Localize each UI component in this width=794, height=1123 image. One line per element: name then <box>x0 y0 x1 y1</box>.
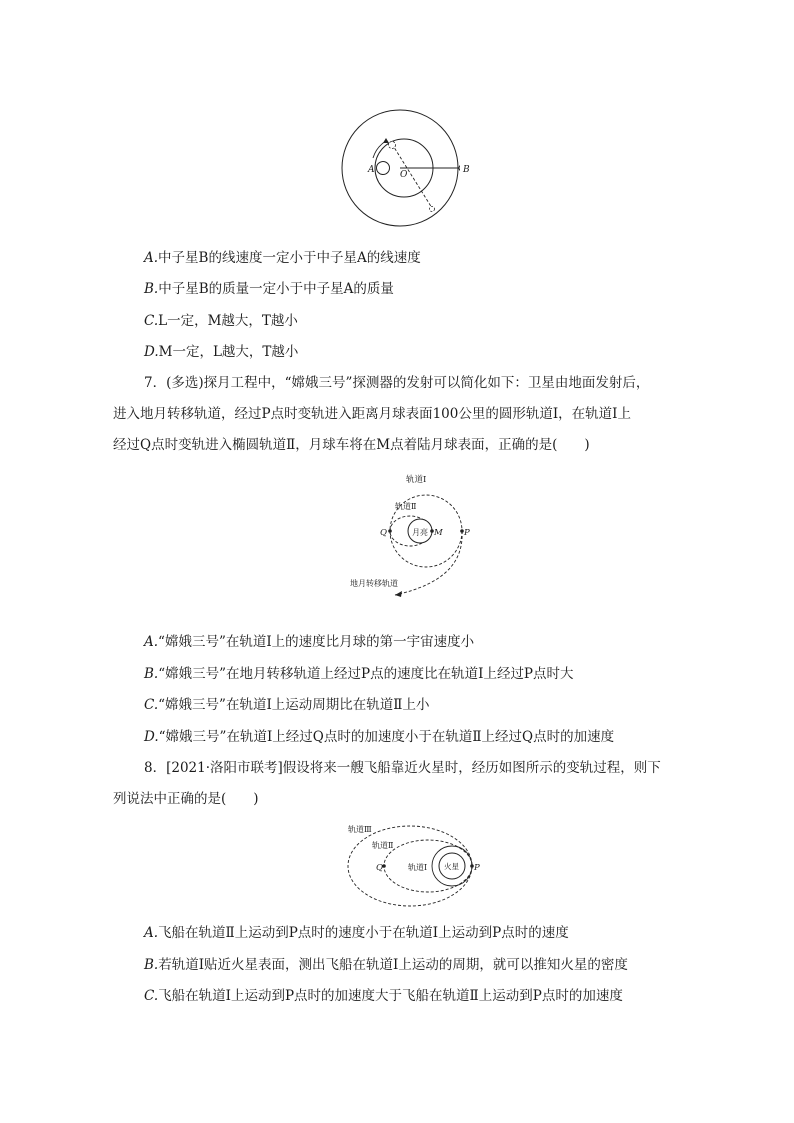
option-text: 若轨道Ⅰ贴近火星表面，测出飞船在轨道Ⅰ上运动的周期，就可以推知火星的密度 <box>158 957 628 973</box>
transfer-orbit-label: 地月转移轨道 <box>350 579 398 588</box>
point-q <box>388 529 392 533</box>
option-text: L一定，M越大，T越小 <box>158 313 298 329</box>
option-letter: D. <box>144 729 159 745</box>
option-text: 飞船在轨道Ⅱ上运动到P点时的速度小于在轨道Ⅰ上运动到P点时的速度 <box>158 925 569 941</box>
option-letter: C. <box>144 697 159 713</box>
orbit-2-label: 轨道Ⅱ <box>372 841 394 850</box>
option-letter: D. <box>144 344 159 360</box>
q6-option-a <box>144 248 421 268</box>
q8-option-b <box>144 955 628 975</box>
option-text: “嫦娥三号”在轨道Ⅰ上运动周期比在轨道Ⅱ上小 <box>158 697 430 713</box>
q7-stem-line2: 进入地月转移轨道，经过P点时变轨进入距离月球表面100公里的圆形轨道Ⅰ，在轨道Ⅰ上 <box>113 406 632 422</box>
dashed-position-bottom <box>430 207 435 212</box>
option-text: 中子星B的线速度一定小于中子星A的线速度 <box>158 250 421 266</box>
rotation-arrow <box>373 141 386 158</box>
option-letter: C. <box>144 313 159 329</box>
q6-option-c <box>144 311 298 331</box>
option-letter: A. <box>144 925 159 941</box>
binary-star-figure <box>340 108 460 228</box>
transfer-orbit-path <box>395 531 462 595</box>
moon-label: 月亮 <box>412 528 428 537</box>
option-text: M一定，L越大，T越小 <box>158 344 299 360</box>
option-letter: B. <box>144 666 159 682</box>
q8-option-a <box>144 923 569 943</box>
option-letter: A. <box>144 634 159 650</box>
q6-option-d <box>144 342 298 362</box>
q7-stem-line3: 经过Q点时变轨进入椭圆轨道Ⅱ，月球车将在M点着陆月球表面，正确的是( ) <box>113 437 590 453</box>
p-label: P <box>474 863 480 873</box>
label-a: A <box>368 165 375 175</box>
q7-option-a <box>144 632 474 652</box>
moon-orbit-figure <box>340 470 490 620</box>
q8-option-c <box>144 986 623 1006</box>
label-b-holder <box>462 160 476 176</box>
orbit-1-label: 轨道Ⅰ <box>408 863 428 872</box>
option-text: “嫦娥三号”在地月转移轨道上经过P点的速度比在轨道Ⅰ上经过P点时大 <box>158 666 574 682</box>
option-letter: C. <box>144 988 159 1004</box>
q8-stem-line1: 8．[2021·洛阳市联考]假设将来一艘飞船靠近火星时，经历如图所示的变轨过程，则下 <box>144 760 661 776</box>
q7-stem-line1: 7．(多选)探月工程中，“嫦娥三号”探测器的发射可以简化如下：卫星由地面发射后， <box>144 375 650 391</box>
label-o: O <box>400 170 408 180</box>
q7-option-c <box>144 695 429 715</box>
option-text: 飞船在轨道Ⅰ上运动到P点时的加速度大于飞船在轨道Ⅱ上运动到P点时的加速度 <box>158 988 623 1004</box>
star-a <box>377 162 390 175</box>
dashed-diameter <box>392 144 432 208</box>
mars-label: 火星 <box>444 862 459 871</box>
orbit-1-label: 轨道Ⅰ <box>406 475 427 485</box>
q8-stem-line2: 列说法中正确的是( ) <box>113 791 259 807</box>
q-label: Q <box>380 528 387 538</box>
rotation-arrow-head <box>383 138 389 143</box>
orbit-2-label: 轨道Ⅱ <box>395 502 417 511</box>
star-b <box>459 165 460 171</box>
q7-option-b <box>144 664 574 684</box>
orbit-3-label: 轨道Ⅲ <box>348 825 372 834</box>
option-text: “嫦娥三号”在轨道Ⅰ上的速度比月球的第一宇宙速度小 <box>158 634 475 650</box>
option-letter: B. <box>144 281 159 297</box>
dashed-position-top <box>389 142 396 149</box>
q6-option-b <box>144 279 394 299</box>
p-label: P <box>464 528 470 538</box>
mars-orbit-figure <box>340 820 490 910</box>
transfer-orbit-arrow <box>395 591 402 597</box>
q-label: Q <box>376 863 383 873</box>
m-label: M <box>434 528 443 538</box>
label-b: B <box>463 165 470 175</box>
option-letter: B. <box>144 957 159 973</box>
option-letter: A. <box>144 250 159 266</box>
q7-option-d <box>144 727 614 747</box>
option-text: “嫦娥三号”在轨道Ⅰ上经过Q点时的加速度小于在轨道Ⅱ上经过Q点时的加速度 <box>158 729 615 745</box>
option-text: 中子星B的质量一定小于中子星A的质量 <box>158 281 394 297</box>
